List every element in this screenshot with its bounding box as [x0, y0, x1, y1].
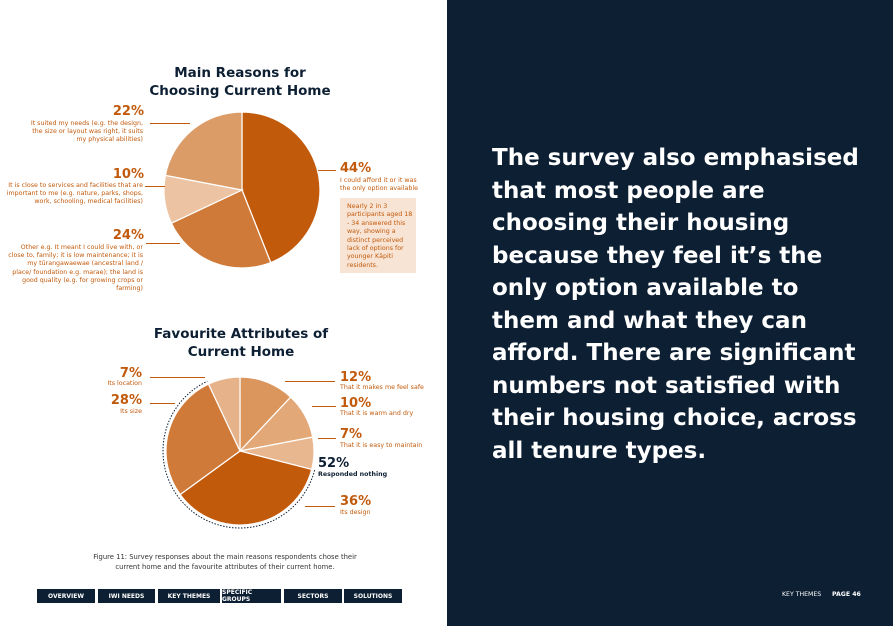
chart1-leader-44 [318, 170, 336, 171]
nav-key-themes[interactable]: KEY THEMES [158, 589, 220, 603]
chart1-label-44: I could afford it or it was the only option available [340, 177, 418, 193]
chart2-leader-safe [285, 381, 335, 382]
chart1-label-22: It suited my needs (e.g. the design, the size or layout was right, it suits my physical abilities) [30, 120, 143, 144]
chart1-leader-10 [145, 186, 165, 187]
chart1-label-10: It is close to services and facilities that are important to me (e.g. nature, parks, shops, work, schooling, medical facilities) [6, 182, 143, 206]
nav-solutions[interactable]: SOLUTIONS [344, 589, 402, 603]
chart2-label-maintain: That it is easy to maintain [340, 442, 423, 449]
chart2-label-size: Its size [120, 408, 142, 415]
chart2-pct-52: 52% [318, 456, 350, 471]
chart2-pct-7-maintain: 7% [340, 427, 363, 442]
nav-iwi-needs[interactable]: IWI NEEDS [98, 589, 155, 603]
chart1-pct-44: 44% [340, 161, 372, 176]
chart1-leader-22 [150, 123, 190, 124]
footer-page: PAGE 46 [832, 591, 861, 598]
chart1-pie [162, 110, 322, 270]
chart2-pct-28: 28% [110, 393, 142, 408]
chart2-label-design: Its design [340, 509, 371, 516]
nav-sectors[interactable]: SECTORS [284, 589, 342, 603]
chart2-pct-12: 12% [340, 370, 372, 385]
chart2-pct-10: 10% [340, 396, 372, 411]
chart1-pct-22: 22% [112, 104, 144, 119]
chart2-leader-design [305, 506, 335, 507]
chart1-note: Nearly 2 in 3 participants aged 18 - 34 answered this way, showing a distinct perceived lack of options for younger Kāpiti residents. [340, 198, 416, 273]
chart1-pct-24: 24% [112, 228, 144, 243]
chart2-label-nothing: Responded nothing [318, 471, 388, 478]
chart2-pct-36: 36% [340, 494, 372, 509]
quote-text: The survey also emphasised that most people are choosing their housing because they feel it’s the only option available to them and what they can afford. There are significant numbers not satisfied with their housing choice, across all tenure types. [492, 145, 859, 464]
chart1-title: Main Reasons for Choosing Current Home [149, 65, 331, 99]
chart2-pie [164, 375, 316, 527]
chart2-leader-maintain [318, 438, 336, 439]
nav-specific-groups[interactable]: SPECIFIC GROUPS [222, 589, 281, 603]
chart1-label-24: Other e.g. It meant I could live with, or close to, family; it is low maintenance; it is my tūrangawaewae (ancestral land / place/ foundation e.g. marae); the land is good quality (e.g. for growing crops or farming) [8, 244, 143, 293]
footer-section: KEY THEMES [782, 591, 822, 598]
chart1-pct-10: 10% [112, 167, 144, 182]
chart2-pct-7-location: 7% [119, 366, 142, 381]
chart1-leader-24 [146, 243, 180, 244]
figure-caption: Figure 11: Survey responses about the main reasons respondents chose their current home and the favourite attributes of their current home. [93, 553, 357, 571]
chart2-leader-location [150, 377, 205, 378]
chart2-title: Favourite Attributes of Current Home [153, 326, 329, 360]
chart2-leader-size [150, 403, 175, 404]
chart2-label-location: Its location [107, 380, 142, 387]
chart2-label-safe: That it makes me feel safe [340, 384, 424, 391]
chart2-leader-warm [312, 406, 336, 407]
nav-overview[interactable]: OVERVIEW [37, 589, 95, 603]
chart2-label-warm: That it is warm and dry [340, 410, 414, 417]
